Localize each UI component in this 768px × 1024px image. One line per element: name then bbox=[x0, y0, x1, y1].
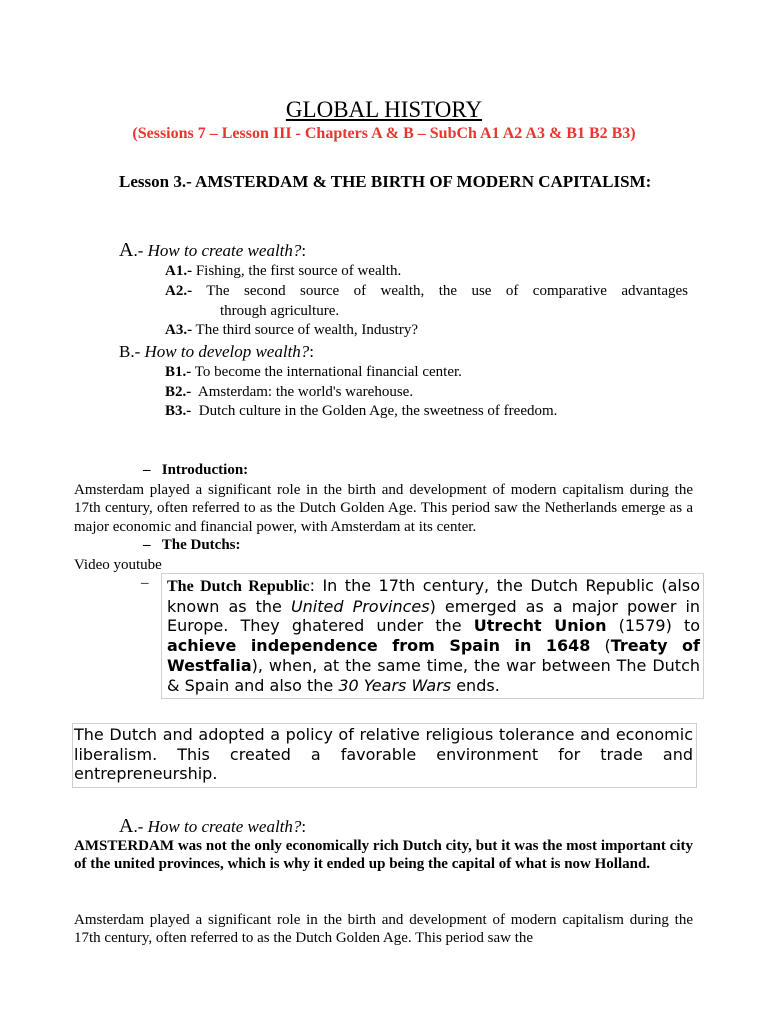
video-youtube-link[interactable]: Video youtube bbox=[74, 557, 162, 573]
dutch-republic-box: The Dutch Republic: In the 17th century, the Dutch Republic (also known as the United Provinces) emerged as a major power in Europe. They ghatered under the Utrecht Union (1579) to achieve independence from Spain in 1648 (Treaty of Westfalia), when, at the same time, the war between The Dutch & Spain and also the 30 Years Wars ends. bbox=[161, 573, 704, 699]
lesson-title: Lesson 3.- AMSTERDAM & THE BIRTH OF MODERN CAPITALISM: bbox=[119, 172, 652, 191]
page-subtitle: (Sessions 7 – Lesson III - Chapters A & B – SubCh A1 A2 A3 & B1 B2 B3) bbox=[132, 125, 636, 142]
section-heading-text: How to create wealth? bbox=[147, 241, 302, 260]
outline-item-b3: B3.- Dutch culture in the Golden Age, the sweetness of freedom. bbox=[165, 403, 558, 419]
amsterdam-paragraph: Amsterdam played a significant role in the birth and development of modern capitalism during the 17th century, often referred to as the Dutch Golden Age. This period saw the bbox=[74, 912, 693, 947]
section-heading-text: How to create wealth? bbox=[147, 817, 302, 836]
outline-item-a3: A3.- The third source of wealth, Industry? bbox=[165, 322, 418, 338]
outline-item-b2: B2.- Amsterdam: the world's warehouse. bbox=[165, 384, 414, 400]
outline-item-b1: B1.- To become the international financial center. bbox=[165, 364, 462, 380]
dutchs-heading: – The Dutchs: bbox=[143, 537, 241, 553]
dash-bullet: – bbox=[143, 462, 151, 478]
section-heading-text: How to develop wealth? bbox=[144, 342, 310, 361]
dash-bullet: – bbox=[141, 575, 149, 591]
section-a-heading: A.- How to create wealth?: bbox=[119, 815, 307, 837]
outline-item-a2: A2.- The second source of wealth, the use of comparative advantages bbox=[165, 283, 688, 299]
section-letter: B bbox=[119, 342, 131, 361]
outline-section-b-heading: B.- How to develop wealth?: bbox=[119, 342, 315, 361]
section-letter: A bbox=[119, 239, 134, 261]
outline-item-a2-cont: through agriculture. bbox=[220, 303, 340, 319]
page-title: GLOBAL HISTORY bbox=[285, 97, 483, 122]
section-letter: A bbox=[119, 815, 134, 837]
tolerance-box: The Dutch and adopted a policy of relative religious tolerance and economic liberalism. This created a favorable environment for trade and entrepreneurship. bbox=[72, 723, 697, 788]
amsterdam-bold-paragraph: AMSTERDAM was not the only economically rich Dutch city, but it was the most important city of the united provinces, which is why it ended up being the capital of what is now Holland. bbox=[74, 838, 693, 873]
outline-section-a-heading: A.- How to create wealth?: bbox=[119, 239, 307, 261]
introduction-text: Amsterdam played a significant role in the birth and development of modern capitalism during the 17th century, often referred to as the Dutch Golden Age. This period saw the Netherlands emerge as a major economic and financial power, with Amsterdam at its center. bbox=[74, 482, 693, 535]
dash-bullet: – bbox=[143, 537, 151, 553]
outline-item-a1: A1.- Fishing, the first source of wealth. bbox=[165, 263, 402, 279]
introduction-heading: – Introduction: bbox=[143, 462, 249, 478]
dutch-republic-label: The Dutch Republic bbox=[167, 578, 310, 595]
